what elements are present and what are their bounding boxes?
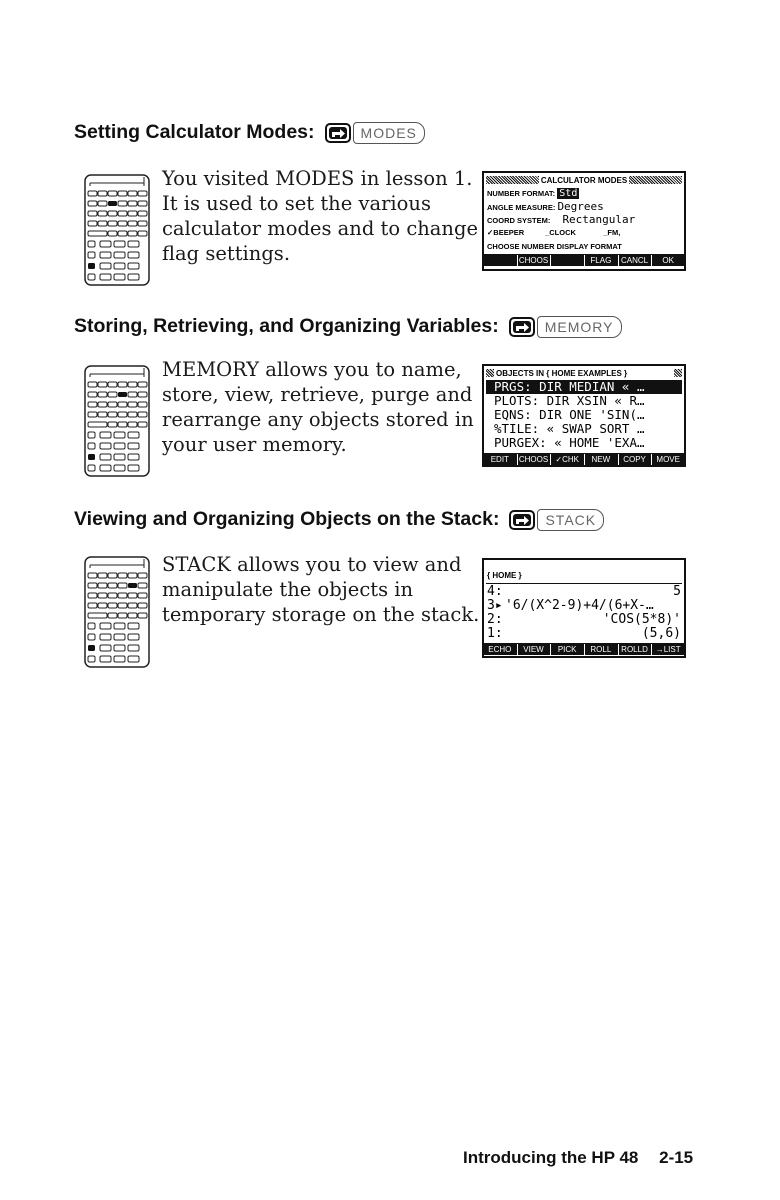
stack-level-number: 4: xyxy=(487,585,503,599)
text-line: temporary storage on the stack. xyxy=(162,603,480,626)
variable-row[interactable]: %TILE: « SWAP SORT … xyxy=(494,422,645,436)
text-line: calculator modes and to change xyxy=(162,217,479,240)
calculator-keyboard-icon xyxy=(84,365,150,477)
variable-row[interactable]: PLOTS: DIR XSIN « R… xyxy=(494,394,645,408)
softkey-menu xyxy=(484,254,684,266)
footer-title: Introducing the HP 48 xyxy=(463,1148,639,1167)
stack-level-number: 1: xyxy=(487,627,503,641)
variable-row-selected[interactable]: PRGS: DIR MEDIAN « … xyxy=(486,380,682,394)
stack-description xyxy=(162,552,479,627)
stack-level-number: 3▸ xyxy=(487,599,503,613)
memory-key-label: MEMORY xyxy=(537,316,622,338)
page-number: 2-15 xyxy=(659,1148,694,1167)
heading-text: Storing, Retrieving, and Organizing Variables: xyxy=(74,315,499,337)
menu-key-new[interactable]: NEW xyxy=(584,454,617,465)
stack-screen xyxy=(482,558,686,658)
memory-screen xyxy=(482,364,686,467)
number-format-label: NUMBER FORMAT: xyxy=(487,189,556,198)
stack-level[interactable] xyxy=(484,599,684,613)
right-shift-key-icon xyxy=(325,123,351,143)
text-line: MEMORY allows you to name, xyxy=(162,358,462,381)
calculator-keyboard-icon xyxy=(84,174,150,286)
softkey-menu xyxy=(484,643,684,655)
section-heading-modes xyxy=(74,121,425,144)
menu-key-edit[interactable]: EDIT xyxy=(484,454,516,465)
text-line: It is used to set the various xyxy=(162,192,431,215)
calculator-keyboard-icon xyxy=(84,556,150,668)
menu-key-roll[interactable]: ROLL xyxy=(584,644,617,655)
modes-screen xyxy=(482,171,686,271)
text-line: your user memory. xyxy=(162,433,347,456)
coord-label: COORD SYSTEM: xyxy=(487,216,551,225)
text-line: flag settings. xyxy=(162,242,291,265)
menu-key[interactable] xyxy=(484,255,516,266)
heading-text: Setting Calculator Modes: xyxy=(74,121,315,143)
heading-text: Viewing and Organizing Objects on the Stack: xyxy=(74,508,500,530)
menu-key-echo[interactable]: ECHO xyxy=(484,644,516,655)
stack-level-value: 5 xyxy=(673,585,681,599)
menu-key-pick[interactable]: PICK xyxy=(550,644,583,655)
help-prompt: CHOOSE NUMBER DISPLAY FORMAT xyxy=(487,242,622,251)
variable-row[interactable]: PURGEX: « HOME 'EXA… xyxy=(494,436,645,450)
text-line: rearrange any objects stored in xyxy=(162,408,474,431)
clock-checkbox[interactable]: _CLOCK xyxy=(545,228,576,237)
menu-key-choos[interactable]: CHOOS xyxy=(517,454,550,465)
stack-level[interactable] xyxy=(484,627,684,641)
menu-key-flag[interactable]: FLAG xyxy=(584,255,617,266)
variable-row[interactable]: EQNS: DIR ONE 'SIN(… xyxy=(494,408,645,422)
menu-key-cancl[interactable]: CANCL xyxy=(618,255,651,266)
stack-level-value: (5,6) xyxy=(641,627,681,641)
section-heading-stack xyxy=(74,508,604,531)
text-line: STACK allows you to view and xyxy=(162,553,462,576)
coord-field[interactable]: Rectangular xyxy=(562,213,636,226)
screen-title: OBJECTS IN { HOME EXAMPLES } xyxy=(496,368,628,378)
angle-label: ANGLE MEASURE: xyxy=(487,203,556,212)
directory-path: { HOME } xyxy=(487,571,522,580)
memory-description xyxy=(162,357,474,457)
page-footer xyxy=(463,1148,693,1168)
stack-level[interactable] xyxy=(484,585,684,599)
softkey-menu xyxy=(484,453,684,465)
menu-key-view[interactable]: VIEW xyxy=(517,644,550,655)
stack-key-label: STACK xyxy=(537,509,604,531)
beeper-checkbox[interactable]: ✓BEEPER xyxy=(487,228,525,237)
angle-field[interactable]: Degrees xyxy=(557,201,604,213)
right-shift-key-icon xyxy=(509,510,535,530)
modes-description xyxy=(162,166,478,266)
menu-key-ok[interactable]: OK xyxy=(651,255,684,266)
screen-title: CALCULATOR MODES xyxy=(540,175,628,185)
menu-key[interactable] xyxy=(550,255,583,266)
text-line: store, view, retrieve, purge and xyxy=(162,383,473,406)
stack-level[interactable] xyxy=(484,613,684,627)
stack-level-number: 2: xyxy=(487,613,503,627)
section-heading-memory xyxy=(74,315,622,338)
stack-level-value: '6/(X^2-9)+4/(6+X-… xyxy=(505,599,654,613)
text-line: You visited MODES in lesson 1. xyxy=(162,167,473,190)
number-format-field[interactable]: Std xyxy=(559,188,578,199)
menu-key-rolld[interactable]: ROLLD xyxy=(618,644,651,655)
stack-level-value: 'COS(5*8)' xyxy=(602,613,681,627)
menu-key-to-list[interactable]: →LIST xyxy=(651,644,684,655)
menu-key-chk[interactable]: ✓CHK xyxy=(550,454,583,465)
menu-key-choos[interactable]: CHOOS xyxy=(517,255,550,266)
menu-key-copy[interactable]: COPY xyxy=(618,454,651,465)
menu-key-move[interactable]: MOVE xyxy=(651,454,684,465)
fm-checkbox[interactable]: _FM, xyxy=(603,228,621,237)
right-shift-key-icon xyxy=(509,317,535,337)
modes-key-label: MODES xyxy=(353,122,425,144)
text-line: manipulate the objects in xyxy=(162,578,414,601)
